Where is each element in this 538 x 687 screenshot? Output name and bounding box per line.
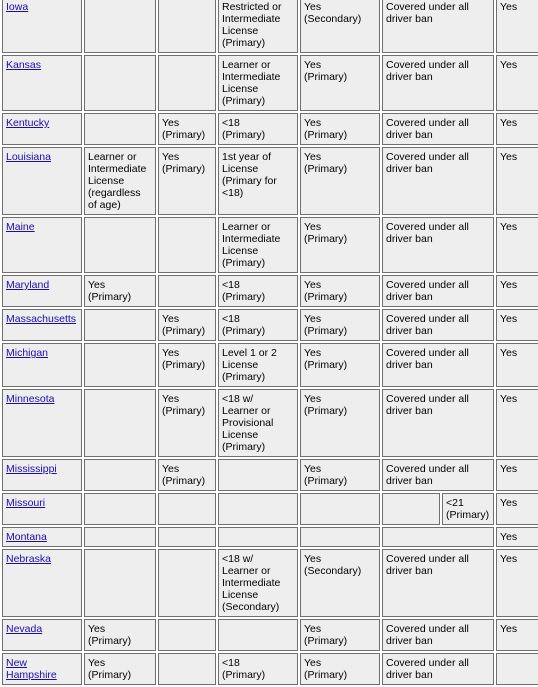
state-cell — [2, 527, 82, 547]
law-cell: Yes — [496, 0, 538, 53]
law-cell: Yes — [496, 527, 538, 547]
state-link[interactable]: Nebraska — [6, 553, 51, 565]
state-cell — [2, 343, 82, 387]
law-cell: Level 1 or 2 License (Primary) — [218, 343, 298, 387]
law-cell: <18 (Primary) — [218, 275, 298, 307]
state-link[interactable]: Mississippi — [6, 463, 57, 475]
law-cell — [84, 343, 156, 387]
law-cell — [300, 493, 380, 525]
law-cell: Yes (Secondary) — [300, 549, 380, 617]
state-link[interactable]: Maine — [6, 221, 35, 233]
state-cell — [2, 275, 82, 307]
law-cell: Restricted or Intermediate License (Primary) — [218, 0, 298, 53]
law-cell — [158, 653, 216, 685]
law-cell: Covered under all driver ban — [382, 459, 494, 491]
state-link[interactable]: Missouri — [6, 497, 46, 509]
state-link[interactable]: Michigan — [6, 347, 49, 359]
table-row — [2, 0, 538, 53]
law-cell: Yes (Primary) — [300, 113, 380, 145]
table-row — [2, 459, 538, 491]
state-link[interactable]: Maryland — [6, 279, 50, 291]
law-cell: <18 (Primary) — [218, 113, 298, 145]
table-row — [2, 493, 538, 525]
law-cell: Yes — [496, 275, 538, 307]
law-cell — [84, 549, 156, 617]
law-cell: Covered under all driver ban — [382, 343, 494, 387]
law-cell: Yes (Primary) — [84, 619, 156, 651]
law-cell: Yes (Primary) — [158, 389, 216, 457]
state-link[interactable]: Kansas — [6, 59, 42, 71]
law-cell — [218, 527, 298, 547]
law-cell: Covered under all driver ban — [382, 549, 494, 617]
law-cell: Yes (Primary) — [158, 459, 216, 491]
table-row — [2, 217, 538, 273]
law-cell — [84, 309, 156, 341]
law-cell: Yes (Secondary) — [300, 0, 380, 53]
law-cell: Covered under all driver ban — [382, 619, 494, 651]
law-cell — [84, 493, 156, 525]
law-cell — [158, 619, 216, 651]
table-row — [2, 549, 538, 617]
table-row — [2, 653, 538, 685]
state-link[interactable]: Kentucky — [6, 117, 50, 129]
state-cell — [2, 217, 82, 273]
law-cell — [382, 493, 440, 525]
law-cell — [218, 619, 298, 651]
law-cell: Yes — [496, 113, 538, 145]
table-row — [2, 55, 538, 111]
law-cell: <18 (Primary) — [218, 309, 298, 341]
law-cell: <18 w/ Learner or Intermediate License (Secondary) — [218, 549, 298, 617]
law-cell: Covered under all driver ban — [382, 653, 494, 685]
state-cell — [2, 147, 82, 215]
law-cell: Yes — [496, 493, 538, 525]
law-cell — [300, 527, 380, 547]
law-cell: Yes — [496, 343, 538, 387]
law-cell: <21 (Primary) — [442, 493, 494, 525]
state-cell — [2, 309, 82, 341]
law-cell: Yes (Primary) — [158, 343, 216, 387]
law-cell: Covered under all driver ban — [382, 113, 494, 145]
table-row — [2, 147, 538, 215]
table-body — [2, 0, 538, 685]
table-row — [2, 309, 538, 341]
state-cell — [2, 113, 82, 145]
law-cell: Yes — [496, 55, 538, 111]
law-cell: Yes (Primary) — [300, 147, 380, 215]
law-cell: Yes (Primary) — [158, 113, 216, 145]
law-cell: <18 (Primary) — [218, 653, 298, 685]
law-cell: Yes — [496, 459, 538, 491]
law-cell: Yes (Primary) — [158, 309, 216, 341]
law-cell: Covered under all driver ban — [382, 0, 494, 53]
law-cell: Yes (Primary) — [84, 653, 156, 685]
law-cell: Yes (Primary) — [300, 389, 380, 457]
law-cell: Yes (Primary) — [300, 309, 380, 341]
state-cell — [2, 653, 82, 685]
law-cell: 1st year of License (Primary for <18) — [218, 147, 298, 215]
law-cell: Yes (Primary) — [300, 459, 380, 491]
law-cell: <18 w/ Learner or Provisional License (Primary) — [218, 389, 298, 457]
law-cell — [158, 527, 216, 547]
state-cell — [2, 549, 82, 617]
law-cell: Yes (Primary) — [84, 275, 156, 307]
law-cell: Yes (Primary) — [300, 343, 380, 387]
law-cell — [84, 0, 156, 53]
law-cell: Covered under all driver ban — [382, 389, 494, 457]
law-cell: Learner or Intermediate License (Primary) — [218, 55, 298, 111]
state-link[interactable]: Minnesota — [6, 393, 55, 405]
law-cell: Learner or Intermediate License (regardless of age) — [84, 147, 156, 215]
law-cell: Covered under all driver ban — [382, 147, 494, 215]
law-cell: Covered under all driver ban — [382, 55, 494, 111]
state-link[interactable]: Massachusetts — [6, 313, 77, 325]
state-cell — [2, 0, 82, 53]
law-cell: Yes — [496, 217, 538, 273]
state-link[interactable]: New Hampshire — [6, 657, 57, 681]
state-cell — [2, 459, 82, 491]
law-cell: Yes (Primary) — [300, 55, 380, 111]
table-row — [2, 619, 538, 651]
state-link[interactable]: Iowa — [6, 1, 29, 13]
table-row — [2, 527, 538, 547]
state-link[interactable]: Louisiana — [6, 151, 51, 163]
law-cell: Yes — [496, 549, 538, 617]
law-cell — [158, 55, 216, 111]
law-cell — [158, 493, 216, 525]
state-link[interactable]: Nevada — [6, 623, 43, 635]
law-cell: Yes (Primary) — [300, 653, 380, 685]
law-cell: Yes — [496, 619, 538, 651]
law-cell — [158, 275, 216, 307]
state-link[interactable]: Montana — [6, 531, 47, 543]
table-row — [2, 343, 538, 387]
law-cell — [84, 527, 156, 547]
state-cell — [2, 389, 82, 457]
law-cell: Yes — [496, 147, 538, 215]
law-cell — [84, 459, 156, 491]
law-cell — [84, 389, 156, 457]
law-cell: Yes (Primary) — [158, 147, 216, 215]
law-cell: Yes — [496, 309, 538, 341]
table-row — [2, 389, 538, 457]
law-cell — [158, 549, 216, 617]
law-cell: Yes (Primary) — [300, 217, 380, 273]
law-cell — [158, 0, 216, 53]
state-cell — [2, 493, 82, 525]
law-cell — [218, 493, 298, 525]
law-cell — [158, 217, 216, 273]
law-cell: Yes (Primary) — [300, 619, 380, 651]
law-cell — [84, 55, 156, 111]
law-cell — [496, 653, 538, 685]
law-cell: Yes (Primary) — [300, 275, 380, 307]
law-cell: Covered under all driver ban — [382, 217, 494, 273]
law-cell — [84, 113, 156, 145]
state-cell — [2, 55, 82, 111]
law-cell: Covered under all driver ban — [382, 275, 494, 307]
table-row — [2, 275, 538, 307]
law-cell: Yes — [496, 389, 538, 457]
state-cell — [2, 619, 82, 651]
law-cell — [218, 459, 298, 491]
law-cell: Covered under all driver ban — [382, 309, 494, 341]
law-cell: Learner or Intermediate License (Primary) — [218, 217, 298, 273]
table-row — [2, 113, 538, 145]
law-cell — [84, 217, 156, 273]
law-cell — [382, 527, 494, 547]
